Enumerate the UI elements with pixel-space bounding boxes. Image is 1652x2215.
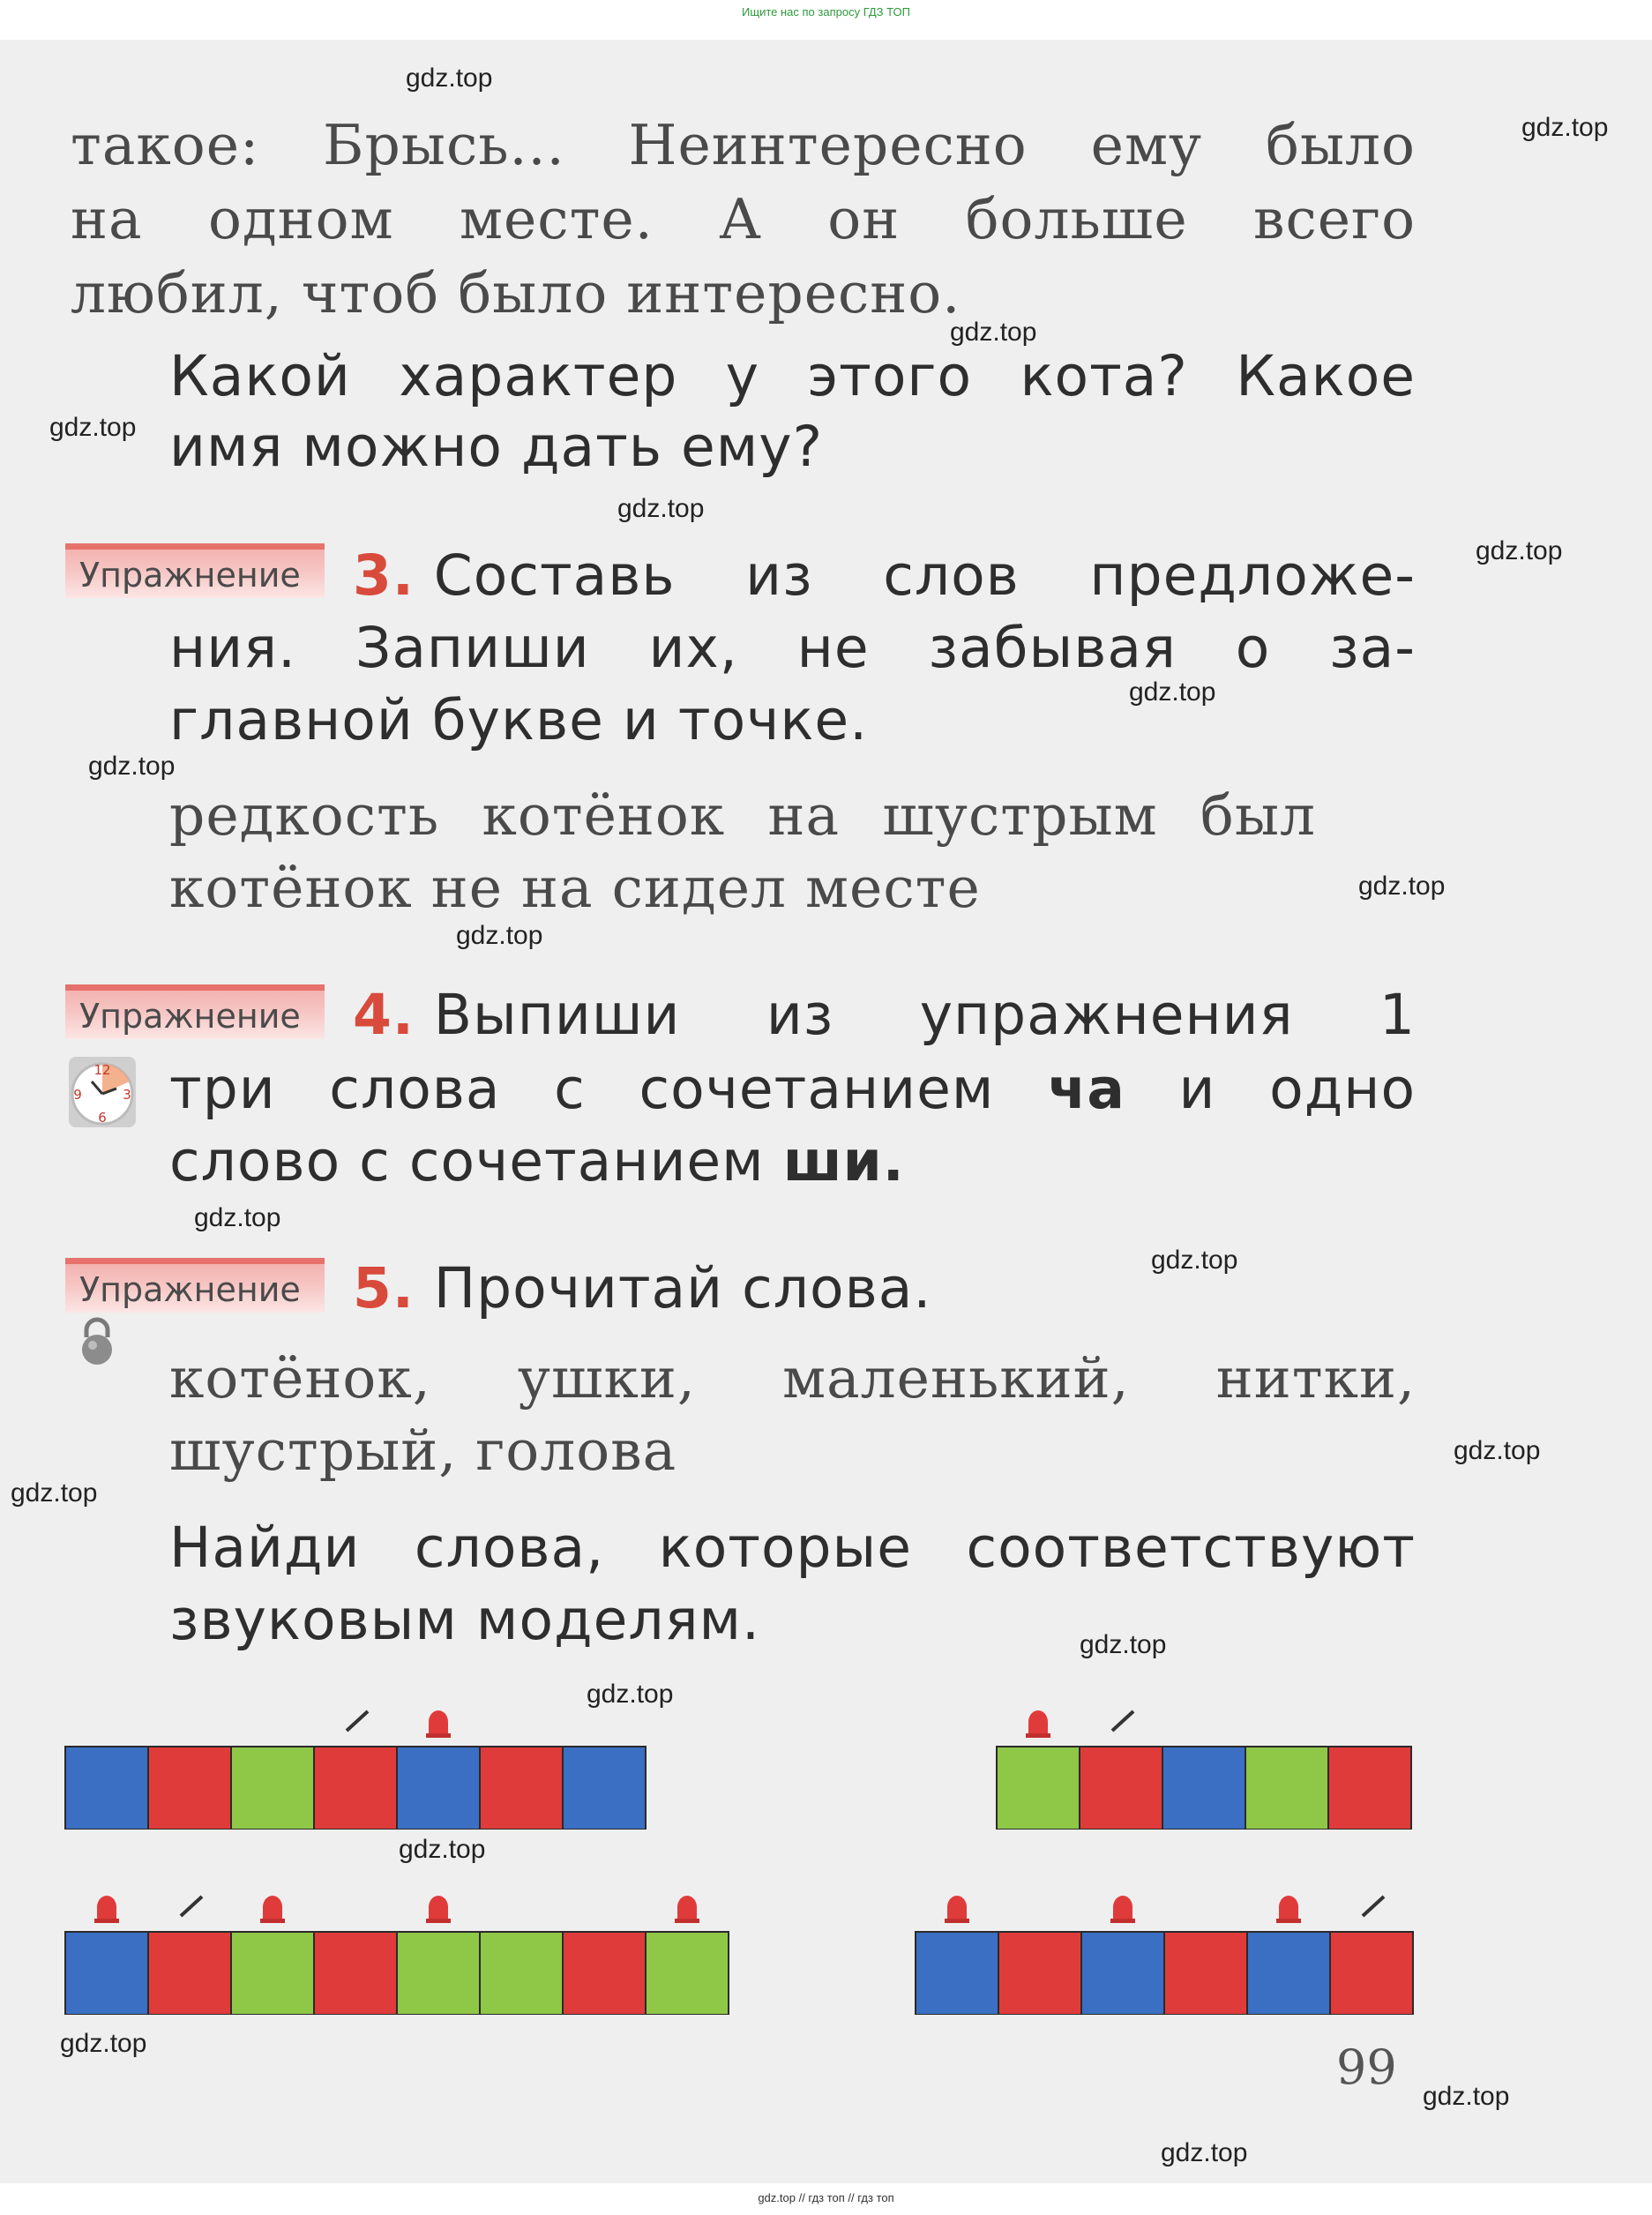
sound-model-1 xyxy=(64,1694,649,1830)
sound-model-3 xyxy=(64,1879,734,2015)
sound-cell-green xyxy=(231,1932,314,2015)
watermark: gdz.top xyxy=(950,318,1037,347)
stress-mark xyxy=(347,1711,368,1731)
exercise-4-number: 4. xyxy=(353,983,415,1047)
watermark: gdz.top xyxy=(399,1835,486,1864)
exercise-4-task-line-3: слово с сочетанием ши. xyxy=(169,1129,905,1194)
sound-cell-red xyxy=(1330,1932,1413,2015)
stress-mark xyxy=(1363,1897,1384,1916)
softness-bell-base xyxy=(94,1919,119,1923)
watermark: gdz.top xyxy=(1151,1246,1238,1275)
watermark: gdz.top xyxy=(1358,872,1446,901)
story-line-1: такое: Брысь... Неинтересно ему было xyxy=(71,113,1416,177)
softness-bell-mark xyxy=(1028,1710,1048,1734)
sound-model-2 xyxy=(995,1694,1418,1830)
softness-bell-base xyxy=(945,1919,969,1923)
watermark: gdz.top xyxy=(60,2029,147,2058)
softness-bell-base xyxy=(260,1919,285,1923)
sound-cell-blue xyxy=(563,1747,646,1830)
exercise-3-words-line-1: редкость котёнок на шустрым был xyxy=(169,783,1316,848)
watermark: gdz.top xyxy=(1129,677,1216,707)
bottom-banner: gdz.top // гдз топ // гдз топ xyxy=(758,2191,894,2204)
page-number: 99 xyxy=(1336,2039,1397,2095)
softness-bell-mark xyxy=(429,1710,448,1734)
watermark: gdz.top xyxy=(11,1478,98,1508)
exercise-5-words-line-2: шустрый, голова xyxy=(169,1418,677,1483)
sound-cell-red xyxy=(1164,1932,1247,2015)
softness-bell-base xyxy=(426,1919,451,1923)
sound-cell-green xyxy=(231,1747,314,1830)
sound-cell-green xyxy=(397,1932,480,2015)
exercise-5-label: Упражнение xyxy=(65,1258,325,1313)
sound-cell-red xyxy=(148,1932,231,2015)
exercise-3-number: 3. xyxy=(353,543,415,608)
stress-mark xyxy=(181,1897,202,1916)
sound-cell-red xyxy=(998,1932,1081,2015)
exercise-3-label: Упражнение xyxy=(65,543,325,598)
clock-number-12: 12 xyxy=(93,1062,111,1078)
story-line-3: любил, чтоб было интересно. xyxy=(71,261,961,326)
watermark: gdz.top xyxy=(1476,536,1563,565)
exercise-5-task2-line-2: звуковым моделям. xyxy=(169,1588,761,1652)
sound-cell-blue xyxy=(1162,1747,1245,1830)
softness-bell-mark xyxy=(1113,1896,1132,1919)
exercise-5-task-line: 5. Прочитай слова. xyxy=(353,1256,932,1321)
exercise-3-task-line-1: 3. Составь из слов предложе- xyxy=(353,543,1416,608)
question-line-2: имя можно дать ему? xyxy=(169,415,824,479)
watermark: gdz.top xyxy=(1161,2138,1248,2167)
softness-bell-base xyxy=(675,1919,699,1923)
exercise-3-task-line-3: главной букве и точке. xyxy=(169,688,869,752)
watermark: gdz.top xyxy=(1521,113,1609,142)
sound-cell-blue xyxy=(65,1747,148,1830)
watermark: gdz.top xyxy=(456,921,543,950)
clock-number-3: 3 xyxy=(123,1087,131,1103)
sound-cell-green xyxy=(997,1747,1080,1830)
watermark: gdz.top xyxy=(406,64,493,93)
softness-bell-mark xyxy=(1279,1896,1298,1919)
sound-cell-red xyxy=(1080,1747,1162,1830)
stress-mark xyxy=(1112,1711,1133,1731)
sound-cell-red xyxy=(563,1932,646,2015)
exercise-5-task2-line-1: Найди слова, которые соответствуют xyxy=(169,1515,1416,1580)
clock-number-6: 6 xyxy=(98,1110,107,1126)
letter-combination-shi: ши xyxy=(782,1129,883,1194)
softness-bell-base xyxy=(426,1733,451,1738)
softness-bell-mark xyxy=(947,1896,967,1919)
watermark: gdz.top xyxy=(1423,2082,1510,2111)
softness-bell-base xyxy=(1276,1919,1301,1923)
sound-cell-red xyxy=(480,1747,563,1830)
softness-bell-mark xyxy=(677,1896,697,1919)
watermark: gdz.top xyxy=(88,752,176,781)
sound-cell-green xyxy=(646,1932,729,2015)
watermark: gdz.top xyxy=(1080,1630,1167,1659)
sound-cell-green xyxy=(1245,1747,1328,1830)
question-line-1: Какой характер у этого кота? Какое xyxy=(169,344,1416,408)
watermark: gdz.top xyxy=(49,413,137,442)
softness-bell-mark xyxy=(263,1896,282,1919)
sound-cell-red xyxy=(314,1932,397,2015)
sound-cell-red xyxy=(314,1747,397,1830)
sound-cell-red xyxy=(148,1747,231,1830)
exercise-5-number: 5. xyxy=(353,1256,415,1321)
story-line-2: на одном месте. А он больше всего xyxy=(71,187,1416,251)
top-banner: Ищите нас по запросу ГДЗ ТОП xyxy=(742,5,910,19)
watermark: gdz.top xyxy=(194,1203,281,1232)
letter-combination-cha: ча xyxy=(1048,1057,1125,1121)
lock-icon xyxy=(78,1316,116,1366)
exercise-4-task-line-1: 4. Выпиши из упражнения 1 xyxy=(353,983,1416,1047)
clock-number-9: 9 xyxy=(73,1087,82,1103)
sound-cell-blue xyxy=(1081,1932,1164,2015)
sound-cell-blue xyxy=(65,1932,148,2015)
softness-bell-mark xyxy=(97,1896,116,1919)
exercise-3-task-line-2: ния. Запиши их, не забывая о за- xyxy=(169,616,1416,680)
softness-bell-base xyxy=(1026,1733,1050,1738)
softness-bell-mark xyxy=(429,1896,448,1919)
sound-cell-green xyxy=(480,1932,563,2015)
exercise-4-task-line-2: три слова с сочетанием ча и одно xyxy=(169,1057,1417,1121)
exercise-3-words-line-2: котёнок не на сидел месте xyxy=(169,856,981,920)
sound-cell-blue xyxy=(1247,1932,1330,2015)
watermark: gdz.top xyxy=(1454,1436,1541,1465)
watermark: gdz.top xyxy=(617,494,705,523)
exercise-4-label: Упражнение xyxy=(65,984,325,1039)
sound-model-4 xyxy=(914,1879,1418,2015)
sound-cell-blue xyxy=(916,1932,998,2015)
clock-icon xyxy=(67,1055,138,1129)
exercise-5-words-line-1: котёнок, ушки, маленький, нитки, xyxy=(169,1346,1416,1411)
sound-cell-blue xyxy=(397,1747,480,1830)
softness-bell-base xyxy=(1110,1919,1135,1923)
sound-cell-red xyxy=(1328,1747,1411,1830)
watermark: gdz.top xyxy=(587,1680,674,1709)
